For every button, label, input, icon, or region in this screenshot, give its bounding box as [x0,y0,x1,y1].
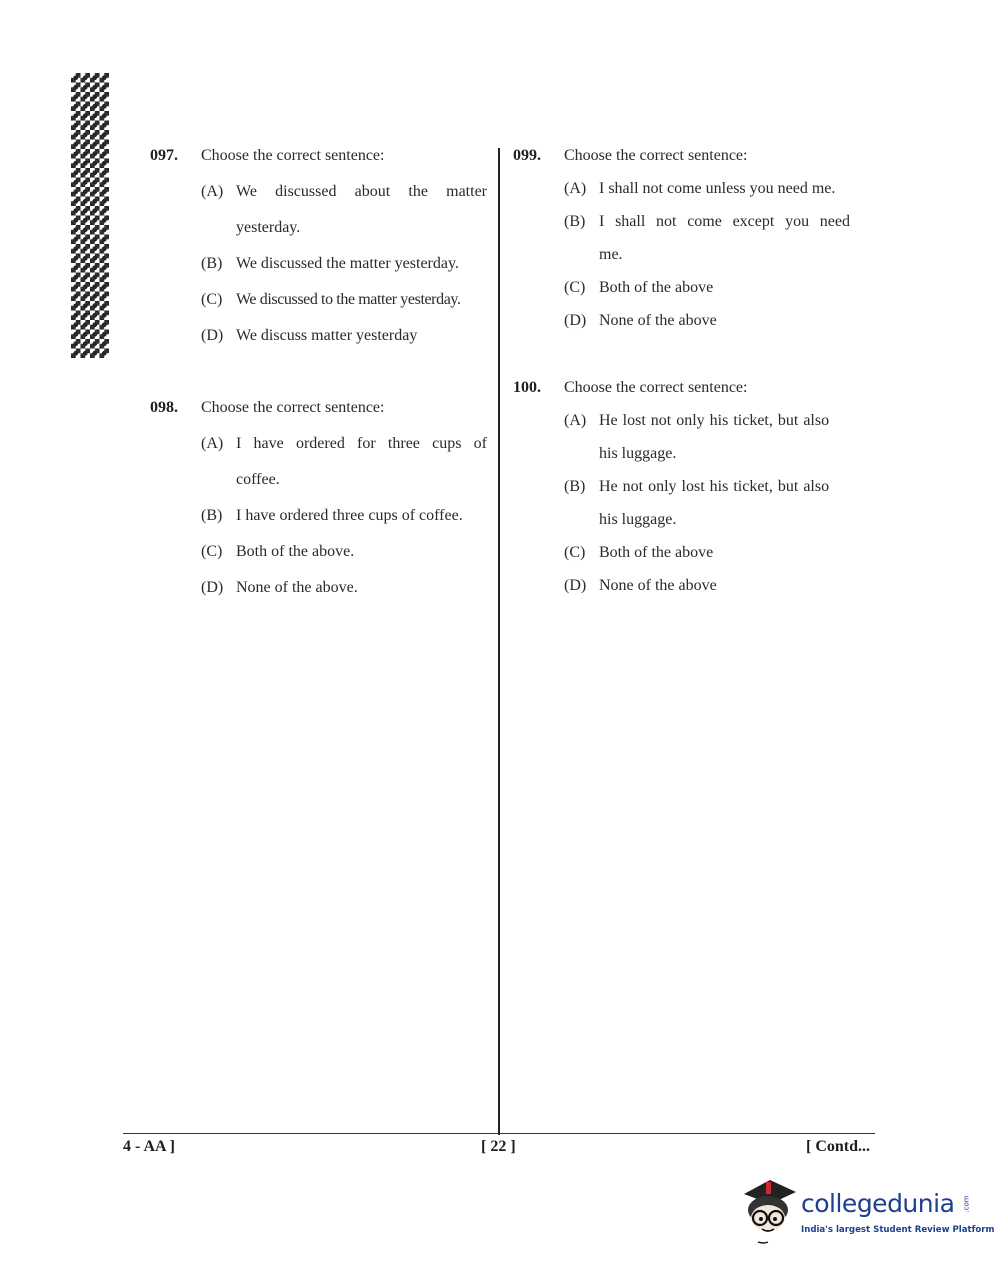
option-label: (B) [564,213,586,230]
option-text-line2: his luggage. [599,511,677,528]
option-b-continued [599,511,676,529]
option-text-line2: coffee. [236,471,280,488]
option-label: (B) [201,255,223,272]
question-099 [513,147,858,337]
question-prompt: Choose the correct sentence: [564,379,748,396]
logo-tagline: India's largest Student Review Platform [801,1225,995,1235]
option-text-line2: yesterday. [236,219,301,236]
option-label: (A) [201,435,224,452]
option-text: Both of the above. [236,543,355,560]
collegedunia-logo [740,1176,995,1246]
option-text-line1: I shall not come except you need [599,213,850,230]
mascot-icon [740,1176,800,1246]
option-text: I have ordered three cups of coffee. [236,507,463,524]
option-text: Both of the above [599,279,714,296]
question-number: 098. [150,399,178,416]
option-a-continued [599,445,676,463]
footer-paper-code: 4 - AA ] [123,1138,175,1155]
option-a-continued [236,471,280,489]
option-label: (D) [564,577,587,594]
option-label: (A) [564,180,587,197]
option-text: We discussed to the matter yesterday. [236,291,461,308]
option-label: (C) [564,279,586,296]
option-text-line2: his luggage. [599,445,677,462]
logo-suffix: .com [962,1195,971,1213]
option-label: (D) [564,312,587,329]
option-label: (C) [564,544,586,561]
question-098 [150,399,490,609]
option-label: (D) [201,327,224,344]
option-text-line1: He not only lost his ticket, but also [599,478,830,495]
option-text: None of the above. [236,579,358,596]
option-label: (B) [201,507,223,524]
option-label: (C) [201,543,223,560]
option-text: I shall not come unless you need me. [599,180,836,197]
option-text-line2: me. [599,246,623,263]
option-label: (D) [201,579,224,596]
option-text: Both of the above [599,544,714,561]
option-label: (C) [201,291,223,308]
option-label: (B) [564,478,586,495]
option-b-continued [599,246,623,264]
question-100 [513,379,858,604]
option-label: (A) [564,412,587,429]
option-label: (A) [201,183,224,200]
option-text-line1: We discussed about the matter [236,183,487,200]
option-a-continued [236,219,300,237]
logo-wordmark: collegedunia [801,1189,955,1218]
option-text-line1: He lost not only his ticket, but also [599,412,830,429]
footer-page-number: [ 22 ] [481,1138,516,1155]
option-text: We discuss matter yesterday [236,327,418,344]
option-text: None of the above [599,312,717,329]
option-text: We discussed the matter yesterday. [236,255,459,272]
question-number: 100. [513,379,541,396]
option-text: None of the above [599,577,717,594]
question-097 [150,147,490,357]
question-number: 099. [513,147,541,164]
question-number: 097. [150,147,178,164]
question-prompt: Choose the correct sentence: [201,399,385,416]
footer-rule [123,1133,875,1134]
column-divider [498,148,500,1135]
question-prompt: Choose the correct sentence: [564,147,748,164]
option-text-line1: I have ordered for three cups of [236,435,487,452]
question-prompt: Choose the correct sentence: [201,147,385,164]
footer-continued: [ Contd... [806,1138,871,1155]
decorative-pattern-strip [71,73,109,358]
